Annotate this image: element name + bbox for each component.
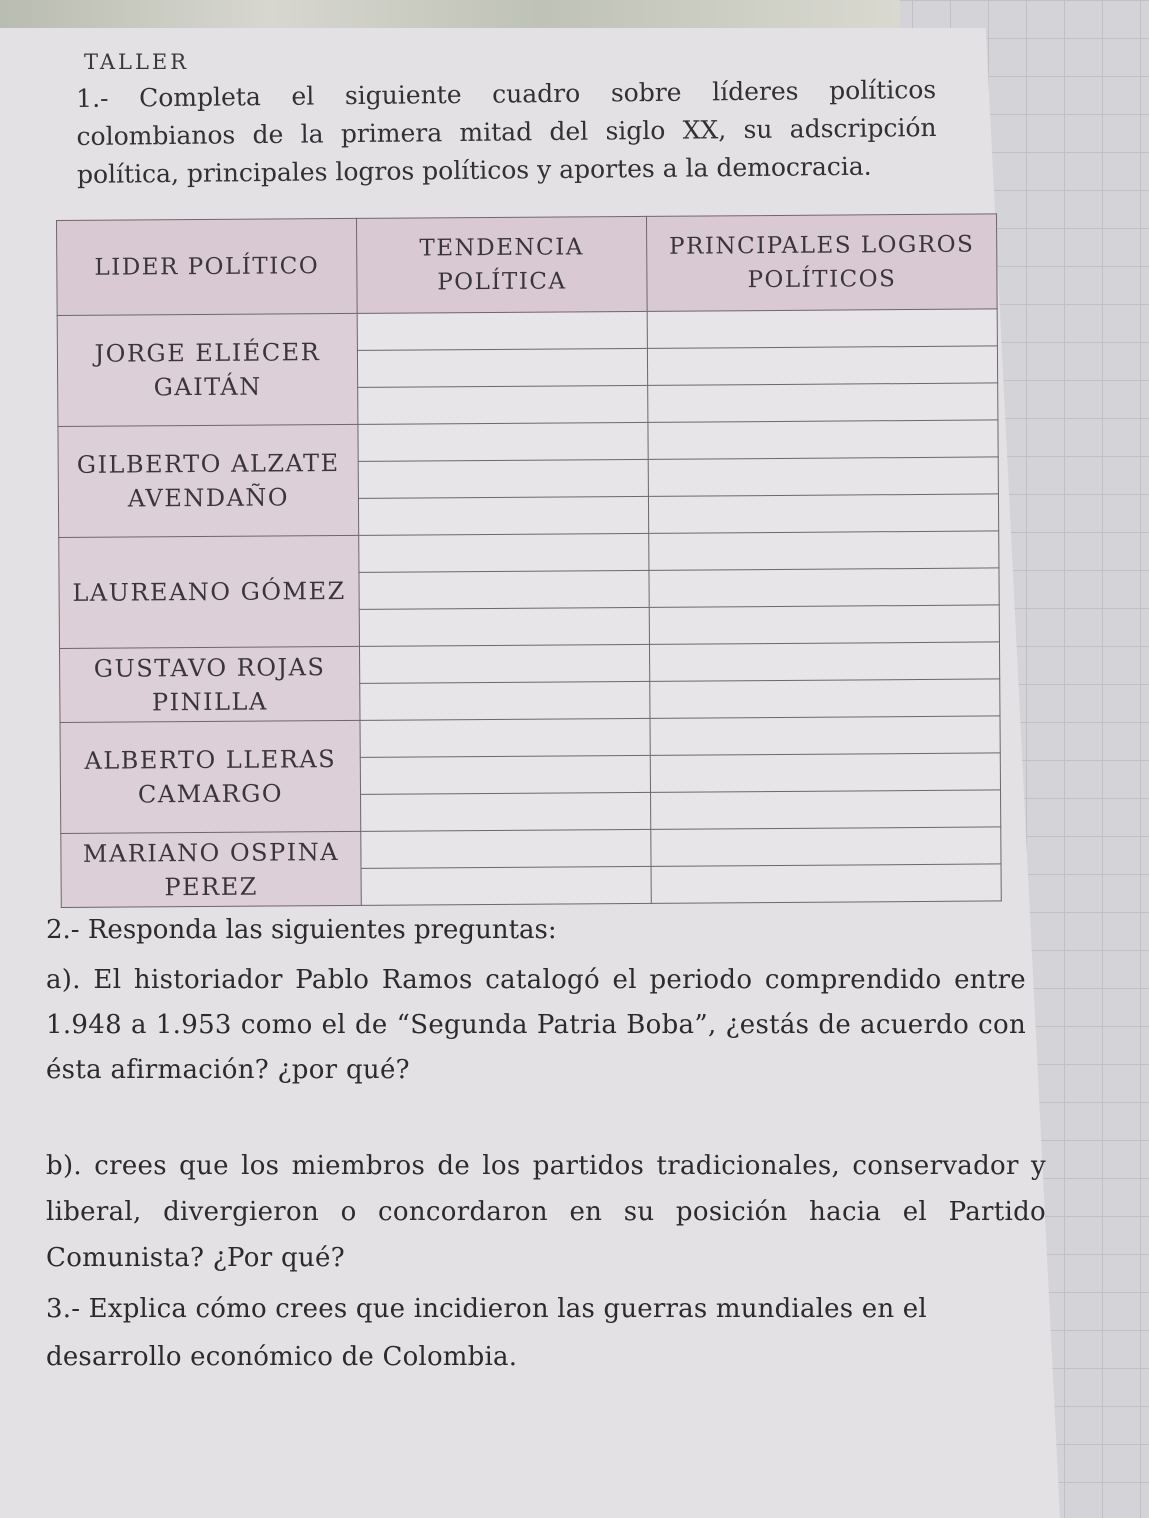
tendencia-input-cell[interactable] xyxy=(359,607,649,646)
tendencia-input-cell[interactable] xyxy=(360,718,650,757)
logros-input-cell[interactable] xyxy=(650,679,1000,718)
question-2-title: 2.- Responda las siguientes preguntas: xyxy=(46,915,557,945)
logros-input-cell[interactable] xyxy=(649,531,999,570)
tendencia-input-cell[interactable] xyxy=(358,459,648,498)
leader-cell: GUSTAVO ROJAS PINILLA xyxy=(59,646,360,722)
logros-input-cell[interactable] xyxy=(648,494,998,533)
leader-cell: ALBERTO LLERAS CAMARGO xyxy=(60,720,361,833)
logros-input-cell[interactable] xyxy=(650,716,1000,755)
tendencia-input-cell[interactable] xyxy=(358,496,648,535)
logros-input-cell[interactable] xyxy=(649,605,999,644)
tendencia-input-cell[interactable] xyxy=(361,866,651,905)
tendencia-input-cell[interactable] xyxy=(358,422,648,461)
logros-input-cell[interactable] xyxy=(651,827,1001,866)
tendencia-input-cell[interactable] xyxy=(357,348,647,387)
leader-cell: GILBERTO ALZATE AVENDAÑO xyxy=(58,424,359,537)
tendencia-input-cell[interactable] xyxy=(361,792,651,831)
logros-input-cell[interactable] xyxy=(651,790,1001,829)
logros-input-cell[interactable] xyxy=(647,346,997,385)
logros-input-cell[interactable] xyxy=(651,864,1001,903)
logros-input-cell[interactable] xyxy=(649,568,999,607)
question-2b: b). crees que los miembros de los partidos tradicionales, conservador y liberal, divergieron o concordaron en su posición hacia el Partido Comunista? ¿Por qué? xyxy=(46,1151,1046,1273)
tendencia-input-cell[interactable] xyxy=(361,829,651,868)
tendencia-input-cell[interactable] xyxy=(359,533,649,572)
header-logros: PRINCIPALES LOGROS POLÍTICOS xyxy=(646,214,997,311)
logros-input-cell[interactable] xyxy=(648,457,998,496)
tendencia-input-cell[interactable] xyxy=(357,311,647,350)
tendencia-input-cell[interactable] xyxy=(359,570,649,609)
worksheet-title: TALLER xyxy=(84,50,190,74)
leader-cell: LAUREANO GÓMEZ xyxy=(59,535,360,648)
logros-input-cell[interactable] xyxy=(648,383,998,422)
question-2a: a). El historiador Pablo Ramos catalogó el periodo comprendido entre 1.948 a 1.953 como el de “Segunda Patria Boba”, ¿estás de acuerdo con ésta afirmación? ¿por qué? xyxy=(46,965,1026,1085)
tendencia-input-cell[interactable] xyxy=(360,755,650,794)
logros-input-cell[interactable] xyxy=(649,642,999,681)
tendencia-input-cell[interactable] xyxy=(359,644,649,683)
logros-input-cell[interactable] xyxy=(647,309,997,348)
instruction-1: 1.- Completa el siguiente cuadro sobre líderes políticos colombianos de la primera mitad del siglo XX, su adscripción política, principales logros políticos y aportes a la democracia. xyxy=(76,74,937,189)
leaders-table xyxy=(56,213,1002,908)
logros-input-cell[interactable] xyxy=(650,753,1000,792)
leader-cell: MARIANO OSPINA PEREZ xyxy=(61,831,362,907)
tendencia-input-cell[interactable] xyxy=(360,681,650,720)
question-3: 3.- Explica cómo crees que incidieron las guerras mundiales en el desarrollo económico de Colombia. xyxy=(46,1294,927,1372)
header-tendencia: TENDENCIA POLÍTICA xyxy=(356,216,647,313)
tendencia-input-cell[interactable] xyxy=(358,385,648,424)
logros-input-cell[interactable] xyxy=(648,420,998,459)
table-header-row xyxy=(57,214,998,316)
leader-cell: JORGE ELIÉCER GAITÁN xyxy=(57,313,358,426)
header-lider: LIDER POLÍTICO xyxy=(57,218,358,315)
